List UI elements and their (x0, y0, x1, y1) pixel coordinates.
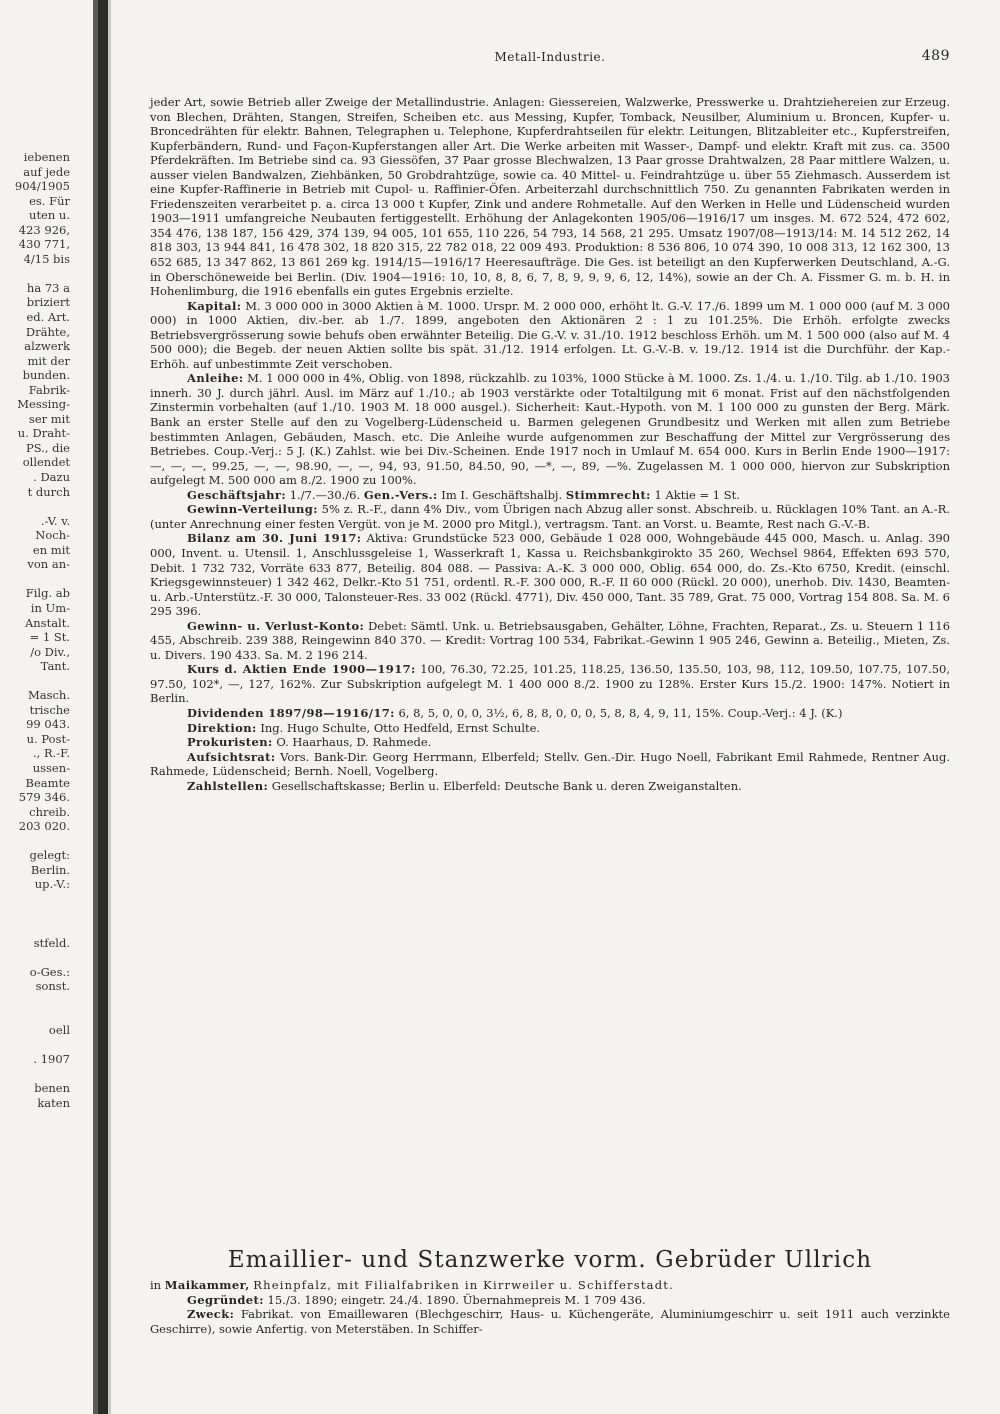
fragment-line: 904/1905 (14, 179, 70, 194)
fragment-line: auf jede (23, 164, 70, 179)
section-label: Direktion: (187, 720, 257, 735)
fragment-line (0, 1008, 70, 1023)
company-founded (150, 1293, 950, 1308)
fragment-line: trische (29, 702, 70, 717)
section-label: Gewinn- u. Verlust-Konto: (187, 618, 365, 633)
section-text: M. 3 000 000 in 3000 Aktien à M. 1000. Urspr. M. 2 000 000, erhöht lt. G.-V. 17./6. 1899 um M. 1 000 000 (auf M. 3 000 000) in 1000 Aktien, div.-ber. ab 1./7. 1899, angeboten den Aktionären 2 : 1 zu 101.25%. Die Erhöh. erfolgte zwecks Betriebsvergrösserung sowie behufs oben erwähnter Beteilig. Die G.-V. v. 31./10. 1912 beschloss Erhöh. um M. 1 500 000 (also auf M. 4 500 000); die Begeb. der neuen Aktien sollte bis spät. 31./12. 1914 erfolgen. Lt. G.-V.-B. v. 19./12. 1914 ist die Durchführ. der Kap.-Erhöh. auf unbestimmte Zeit verschoben. (150, 298, 950, 371)
fragment-line: Messing- (17, 397, 70, 412)
fragment-line: iebenen (23, 150, 70, 164)
section-label: Dividenden 1897/98—1916/17: (187, 705, 395, 720)
section-label: Geschäftsjahr: (187, 487, 287, 502)
fragment-line: t durch (27, 484, 70, 499)
section-label: Zweck: (187, 1307, 235, 1322)
fragment-line: mit der (27, 353, 70, 368)
fragment-line: .-V. v. (40, 513, 70, 528)
fragment-line: o-Ges.: (29, 964, 70, 979)
fragment-line (0, 499, 70, 514)
fragment-line: 203 020. (18, 819, 70, 834)
fragment-line: up.-V.: (34, 877, 70, 892)
section-aufsichtsrat (150, 750, 950, 779)
section-label-stimmrecht: Stimmrecht: (565, 487, 651, 502)
fragment-line (0, 1037, 70, 1052)
section-text: 15./3. 1890; eingetr. 24./4. 1890. Übernahmepreis M. 1 709 436. (267, 1292, 646, 1307)
fragment-line (0, 572, 70, 587)
section-label: Gegründet: (187, 1292, 264, 1307)
fragment-line: 99 043. (26, 717, 70, 732)
section-dividenden (150, 706, 950, 721)
section-text: 1./7.—30./6. (289, 487, 361, 502)
section-text-gen-vers: Im I. Geschäftshalbj. (441, 487, 563, 502)
fragment-line: Fabrik- (28, 382, 70, 397)
section-label-gen-vers: Gen.-Vers.: (363, 487, 438, 502)
section-label: Gewinn-Verteilung: (187, 502, 318, 517)
fragment-line: 579 346. (18, 790, 70, 805)
fragment-line: Anstalt. (24, 615, 70, 630)
section-text: Debet: Sämtl. Unk. u. Betriebsausgaben, Gehälter, Löhne, Frachten, Reparat., Zs. u. Steuern 1 116 455, Abschreib. 239 388, Reingewinn 840 370. — Kredit: Vortrag 100 534, Fabrikat.-Gewinn 1 905 246, Gewinn a. Beteilig., Mieten, Zs. u. Divers. 190 433. Sa. M. 2 196 214. (150, 618, 951, 662)
company-purpose (150, 1307, 950, 1336)
fragment-line: in Um- (30, 600, 70, 615)
running-title: Metall-Industrie. (494, 50, 606, 64)
section-label: Prokuristen: (187, 735, 273, 750)
section-label: Bilanz am 30. Juni 1917: (187, 531, 362, 546)
fragment-line (0, 921, 70, 936)
section-text: Fabrikat. von Emaillewaren (Blechgeschirr, Haus- u. Küchengeräte, Aluminiumgeschirr u. seit 1911 auch verzinkte Geschirre), sowie Anfertig. von Meterstäben. In Schiffer- (150, 1307, 950, 1336)
fragment-line: u. Draht- (17, 426, 70, 441)
fragment-line: uten u. (29, 208, 70, 223)
fragment-line: . Dazu (33, 470, 70, 485)
section-text: 5% z. R.-F., dann 4% Div., vom Übrigen nach Abzug aller sonst. Abschreib. u. Rücklagen 10% Tant. an A.-R. (unter Anrechnung einer festen Vergüt. von je M. 2000 pro Mitgl.), vertragsm. Tant. an Vorst. u. Beamte, Rest nach G.-V.-B. (150, 502, 950, 531)
fragment-line (0, 674, 70, 689)
section-text: Vors. Bank-Dir. Georg Herrmann, Elberfeld; Stellv. Gen.-Dir. Hugo Noell, Fabrikant Emil Rahmede, Rentner Aug. Rahmede, Lüdenscheid; Bernh. Noell, Vogelberg. (150, 749, 951, 779)
fragment-line: 430 771, (18, 237, 70, 252)
fragment-line (0, 1066, 70, 1081)
main-text (150, 95, 950, 793)
section-bilanz (150, 531, 950, 618)
fragment-line: Masch. (27, 688, 70, 703)
section-text: M. 1 000 000 in 4%, Oblig. von 1898, rückzahlb. zu 103%, 1000 Stücke à M. 1000. Zs. 1./4. u. 1./10. Tilg. ab 1./10. 1903 innerh. 30 J. durch jährl. Ausl. im März auf 1./10.; ab 1903 verstärkte oder Totaltilgung mit 6 monat. Frist auf den nächstfolgenden Zinstermin vorbehalten (auf 1./10. 1903 M. 18 000 ausgel.). Sicherheit: Kaut.-Hypoth. von M. 1 100 000 zu gunsten der Berg. Märk. Bank an erster Stelle auf den zu Vogelberg-Lüdenscheid u. Barmen gelegenen Grundbesitz und Werken mit allen zum Betriebe bestimmten Anlagen, Gebäuden, Masch. etc. Die Anleihe wurde aufgenommen zur Beschaffung der Mittel zur Vergrösserung des Betriebes. Coup.-Verj.: 5 J. (K.) Zahlst. wie bei Div.-Scheinen. Ende 1917 noch in Umlauf M. 654 000. Kurs in Berlin Ende 1900—1917: —, —, —, 99.25, —, —, 98.90, —, —, 94, 93, 91.50, 84.50, 90, —*, —, 89, —%. Zugelassen M. 1 000 000, hiervon zur Subskription aufgelegt M. 500 000 am 8./2. 1900 zu 100%. (150, 371, 951, 488)
section-text: O. Haarhaus, D. Rahmede. (276, 735, 432, 750)
fragment-line: ser mit (28, 411, 70, 426)
section-anleihe (150, 371, 950, 487)
company-location (150, 1278, 950, 1293)
fragment-line (0, 994, 70, 1009)
fragment-line: 4/15 bis (23, 251, 70, 266)
section-label: Kapital: (187, 298, 242, 313)
fragment-line: 423 926, (18, 222, 70, 237)
fragment-line: alzwerk (24, 339, 70, 354)
section-text-stimmrecht: 1 Aktie = 1 St. (654, 487, 740, 502)
section-text: 6, 8, 5, 0, 0, 0, 3½, 6, 8, 8, 0, 0, 0, 5, 8, 8, 4, 9, 11, 15%. Coup.-Verj.: 4 J. (K.) (398, 705, 843, 720)
fragment-line: en mit (32, 542, 70, 557)
section-label: Kurs d. Aktien Ende 1900—1917: (187, 662, 416, 677)
fragment-line: ollendet (22, 455, 70, 470)
fragment-line: ed. Art. (26, 310, 70, 325)
section-prokuristen (150, 735, 950, 750)
fragment-line: es. Für (29, 193, 70, 208)
fragment-line (0, 834, 70, 849)
section-text: Aktiva: Grundstücke 523 000, Gebäude 1 028 000, Wohngebäude 445 000, Masch. u. Anlag. 390 000, Invent. u. Utensil. 1, Anschlussgeleise 1, Wasserkraft 1, Kassa u. Reichsbankgirokto 35 260, Wechsel 9864, Effekten 693 570, Debit. 1 732 732, Vorräte 633 877, Beteilig. 804 088. — Passiva: A.-K. 3 000 000, Oblig. 654 000, do. Zs.-Kto 6750, Kredit. (einschl. Kriegsgewinnsteuer) 1 342 462, Delkr.-Kto 51 751, ordentl. R.-F. 300 000, R.-F. II 60 000 (Rückl. 20 000), unerhob. Div. 1430, Beamten- u. Arb.-Unterstütz.-F. 30 000, Talonsteuer-Res. 33 002 (Rückl. 4771), Div. 450 000, Tant. 35 789, Grat. 75 000, Vortrag 154 808. Sa. M. 6 295 396. (150, 531, 950, 619)
fragment-line: gelegt: (29, 848, 70, 863)
fragment-line: PS., die (25, 440, 70, 455)
location-rest: Rheinpfalz, mit Filialfabriken in Kirrweiler u. Schifferstadt. (253, 1278, 674, 1292)
section-text: 100, 76.30, 72.25, 101.25, 118.25, 136.50, 135.50, 103, 98, 112, 109.50, 107.75, 107.50, 97.50, 102*, —, 127, 162%. Zur Subskription aufgelegt M. 1 400 000 8./2. 1900 zu 128%. Erster Kurs 15./2. 1900: 147%. Notiert in Berlin. (150, 662, 951, 706)
fragment-line: stfeld. (33, 935, 70, 950)
section-gewinn-verlust (150, 619, 950, 663)
fragment-line: von an- (27, 557, 70, 572)
fragment-line: Drähte, (25, 324, 70, 339)
fragment-line: bunden. (22, 368, 70, 383)
section-direktion (150, 721, 950, 736)
fragment-line: chreib. (29, 804, 70, 819)
fragment-line: Noch- (35, 528, 70, 543)
intro-paragraph: jeder Art, sowie Betrieb aller Zweige der Metallindustrie. Anlagen: Giessereien, Walzwerke, Presswerke u. Drahtziehereien zur Erzeug. von Blechen, Drähten, Stangen, Streifen, Scheiben etc. aus Messing, Kupfer, Tomback, Neusilber, Aluminium u. Broncen, Kupfer- u. Broncedrähten für elektr. Bahnen, Telegraphen u. Telephone, Kupferdrahtseilen für elektr. Leitungen, Blitzableiter etc., Kupferstreifen, Kupferbändern, Rund- und Façon-Kupferstangen aller Art. Die Werke arbeiten mit Wasser-, Dampf- und elektr. Kraft mit zus. ca. 3500 Pferdekräften. Im Betriebe sind ca. 93 Giessöfen, 37 Paar grosse Blechwalzen, 13 Paar grosse Drahtwalzen, 28 Paar mittlere Walzen, u. ausser vielen Bandwalzen, Ziehbänken, 50 Grobdrahtzüge, sowie ca. 40 Mittel- u. Feindrahtzüge u. über 55 Ziehmasch. Ausserdem ist eine Kupfer-Raffinerie in Betrieb mit Cupol- u. Raffinier-Öfen. Arbeiterzahl durchschnittlich 750. Zu genannten Fabrikaten werden in Friedenszeiten verarbeitet p. a. circa 13 000 t Kupfer, Zink und andere Rohmetalle. Auf den Werken in Helle und Lüdenscheid wurden 1903—1911 umfangreiche Neubauten fertiggestellt. Erhöhung der Anlagekonten 1905/06—1916/17 um insges. M. 672 524, 472 602, 354 476, 138 187, 156 429, 374 139, 94 005, 101 655, 110 226, 54 793, 14 568, 21 295. Umsatz 1907/08—1913/14: M. 14 512 262, 14 818 303, 13 944 841, 16 478 302, 18 820 315, 22 782 018, 22 009 493. Produktion: 8 536 806, 10 074 390, 10 008 313, 12 162 300, 13 652 685, 13 347 862, 13 861 269 kg. 1914/15—1916/17 Heeresaufträge. Die Ges. ist beteiligt an den Kupferwerken Deutschland, A.-G. in Oberschöneweide bei Berlin. (Div. 1904—1916: 10, 10, 8, 8, 6, 7, 8, 9, 9, 9, 6, 12, 14%), sowie an der Ch. A. Fissmer G. m. b. H. in Hohenlimburg, die 1916 ebenfalls ein gutes Ergebnis erzielte. (150, 95, 950, 299)
page-gutter (98, 0, 108, 1414)
company-title: Emaillier- und Stanzwerke vorm. Gebrüder Ullrich (227, 1247, 873, 1273)
fragment-line: = 1 St. (29, 630, 70, 645)
section-gewinn-verteilung (150, 502, 950, 531)
fragment-line: /o Div., (30, 644, 70, 659)
fragment-line (0, 892, 70, 907)
fragment-line: oell (48, 1022, 70, 1037)
location-prefix: in (150, 1278, 162, 1292)
section-text: Ing. Hugo Schulte, Otto Hedfeld, Ernst Schulte. (260, 720, 541, 735)
section-label: Zahlstellen: (187, 778, 269, 793)
company-entry (150, 1278, 950, 1336)
fragment-line: katen (37, 1095, 70, 1110)
fragment-line: sonst. (35, 979, 70, 994)
section-label: Anleihe: (187, 371, 244, 386)
fragment-line: Beamte (25, 775, 70, 790)
page-number: 489 (921, 48, 950, 64)
fragment-line: u. Post- (26, 731, 70, 746)
fragment-line (0, 906, 70, 921)
fragment-line: benen (34, 1081, 70, 1095)
fragment-line (0, 950, 70, 965)
location-name: Maikammer, (164, 1278, 250, 1292)
fragment-line: Tant. (40, 659, 70, 674)
fragment-line: . 1907 (33, 1051, 70, 1066)
section-kapital (150, 299, 950, 372)
section-kurs (150, 662, 950, 706)
page-gutter-highlight (108, 0, 111, 1414)
section-zahlstellen (150, 779, 950, 794)
section-text: Gesellschaftskasse; Berlin u. Elberfeld: Deutsche Bank u. deren Zweiganstalten. (271, 778, 742, 793)
previous-page-fragments (0, 150, 70, 1110)
fragment-line (0, 266, 70, 281)
fragment-line: briziert (26, 295, 70, 310)
fragment-line: ha 73 a (26, 280, 70, 295)
fragment-line: Filg. ab (25, 586, 70, 601)
fragment-line: ., R.-F. (32, 746, 70, 761)
page-header (150, 48, 950, 70)
section-label: Aufsichtsrat: (187, 749, 276, 764)
fragment-line: ussen- (32, 760, 70, 775)
fragment-line: Berlin. (30, 862, 70, 877)
section-geschaeftsjahr (150, 488, 950, 503)
